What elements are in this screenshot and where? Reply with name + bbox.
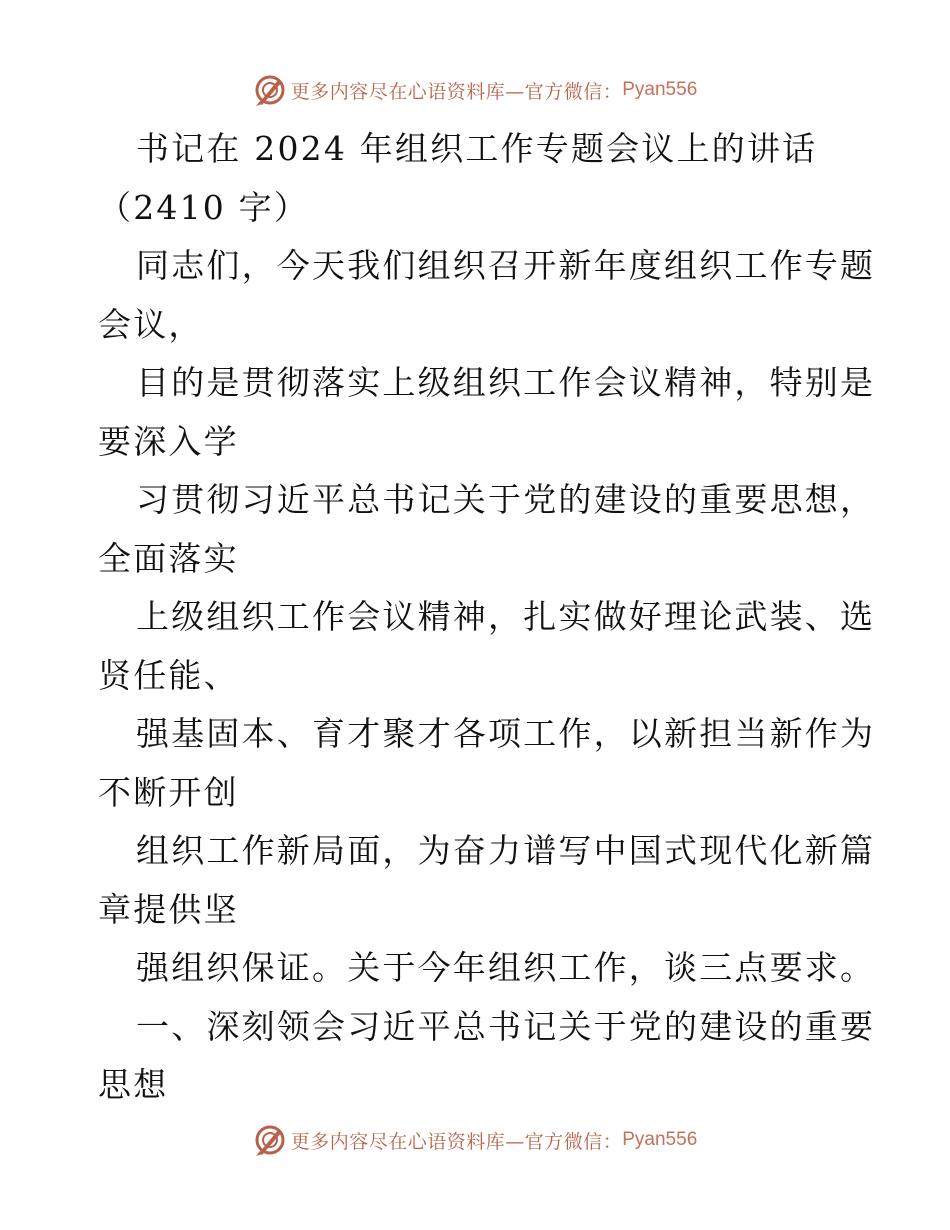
header-watermark-banner [0,70,950,110]
banner-text: 更多内容尽在心语资料库—官方微信： [290,80,623,103]
pen-seal-logo-icon [253,1123,287,1157]
text-line: 要深入学 [98,421,239,461]
text-line: 会议， [98,304,204,344]
text-line: （2410 字） [98,187,310,227]
text-line: 思想 [98,1065,169,1104]
banner-wechat-id: Pyan556 [622,79,698,100]
text-line: 一、深刻领会习近平总书记关于党的建设的重要 [136,1006,876,1046]
footer-watermark-banner [0,1120,950,1160]
text-line: 贤任能、 [98,655,239,695]
text-line: 强基固本、育才聚才各项工作，以新担当新作为 [136,714,876,753]
text-line: 不断开创 [98,772,239,812]
pen-seal-logo-icon [253,73,287,107]
text-line: 书记在 2024 年组织工作专题会议上的讲话 [136,129,818,168]
text-line: 组织工作新局面，为奋力谱写中国式现代化新篇 [136,831,876,870]
text-line: 强组织保证。关于今年组织工作，谈三点要求。 [136,948,876,987]
text-line: 章提供坚 [98,889,239,929]
document-body [98,123,876,1118]
text-line: 全面落实 [98,538,239,578]
banner-wechat-id: Pyan556 [622,1129,698,1150]
text-line: 目的是贯彻落实上级组织工作会议精神，特别是 [136,363,876,402]
text-line: 同志们，今天我们组织召开新年度组织工作专题 [136,246,876,285]
text-line: 习贯彻习近平总书记关于党的建设的重要思想， [136,480,876,519]
banner-text: 更多内容尽在心语资料库—官方微信： [290,1130,623,1153]
text-line: 上级组织工作会议精神，扎实做好理论武装、选 [136,597,876,636]
